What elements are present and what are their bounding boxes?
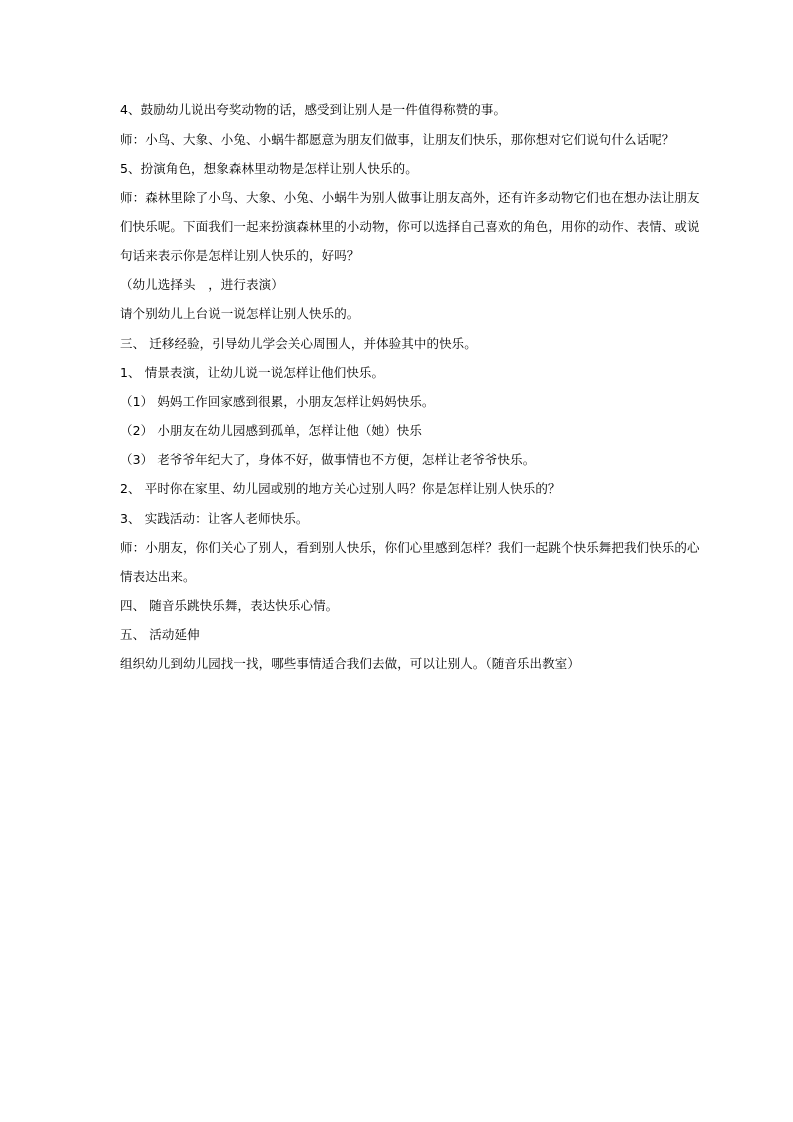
text-line: 2、 平时你在家里、幼儿园或别的地方关心过别人吗？你是怎样让别人快乐的？: [120, 481, 561, 496]
text-line: 请个别幼儿上台说一说怎样让别人快乐的。: [120, 306, 360, 321]
text-line: 师：小朋友，你们关心了别人，看到别人快乐，你们心里感到怎样？我们一起跳个快乐舞把我们快乐的心: [120, 540, 700, 555]
text-line: 1、 情景表演，让幼儿说一说怎样让他们快乐。: [120, 365, 385, 380]
text-line: 情表达出来。: [120, 569, 196, 584]
text-line: （3） 老爷爷年纪大了，身体不好，做事情也不方便，怎样让老爷爷快乐。: [120, 452, 536, 467]
text-line: （2） 小朋友在幼儿园感到孤单，怎样让他（她）快乐: [120, 423, 422, 438]
text-line: （1） 妈妈工作回家感到很累，小朋友怎样让妈妈快乐。: [120, 394, 435, 409]
text-line: 句话来表示你是怎样让别人快乐的，好吗？: [120, 248, 360, 263]
text-line: （幼儿选择头 ，进行表演）: [120, 277, 284, 292]
text-line: 师：森林里除了小鸟、大象、小兔、小蜗牛为别人做事让朋友高外，还有许多动物它们也在想办法让朋友: [120, 190, 700, 205]
text-line: 5、扮演角色，想象森林里动物是怎样让别人快乐的。: [120, 161, 418, 176]
section-heading: 三、 迁移经验，引导幼儿学会关心周围人，并体验其中的快乐。: [120, 336, 477, 351]
text-line: 3、 实践活动：让客人老师快乐。: [120, 511, 309, 526]
section-heading: 五、 活动延伸: [120, 627, 200, 642]
text-line: 师：小鸟、大象、小兔、小蜗牛都愿意为朋友们做事，让朋友们快乐，那你想对它们说句什么话呢？: [120, 132, 675, 147]
section-heading: 四、 随音乐跳快乐舞，表达快乐心情。: [120, 598, 339, 613]
text-line: 4、鼓励幼儿说出夸奖动物的话，感受到让别人是一件值得称赞的事。: [120, 102, 507, 117]
text-line: 组织幼儿到幼儿园找一找，哪些事情适合我们去做，可以让别人。（随音乐出教室）: [120, 656, 580, 671]
text-line: 们快乐呢。下面我们一起来扮演森林里的小动物，你可以选择自己喜欢的角色，用你的动作、表情、或说: [120, 219, 700, 234]
